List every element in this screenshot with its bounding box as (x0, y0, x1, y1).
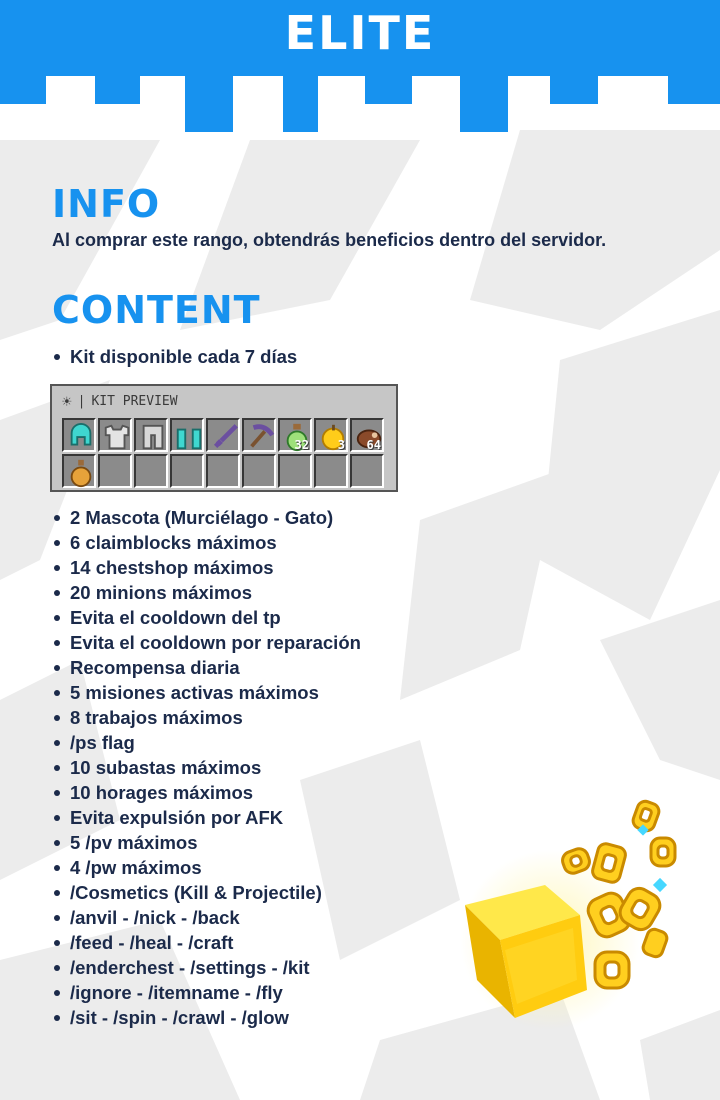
kit-slot (314, 418, 348, 452)
list-item: Recompensa diaria (52, 655, 361, 680)
list-item: 20 minions máximos (52, 580, 361, 605)
kit-slot (278, 418, 312, 452)
item-count: 3 (337, 438, 345, 452)
kit-slot (242, 454, 276, 488)
kit-slot (170, 418, 204, 452)
list-item: 10 horages máximos (52, 780, 361, 805)
list-item: Kit disponible cada 7 días (52, 344, 297, 369)
content-heading: CONTENT (52, 288, 261, 332)
kit-slot (98, 418, 132, 452)
kit-slot (98, 454, 132, 488)
list-item: Evita el cooldown del tp (52, 605, 361, 630)
kit-slot (206, 454, 240, 488)
list-item: /ps flag (52, 730, 361, 755)
kit-slot (242, 418, 276, 452)
item-count: 64 (366, 438, 381, 452)
list-item: 4 /pw máximos (52, 855, 361, 880)
list-item: 14 chestshop máximos (52, 555, 361, 580)
content-list (52, 505, 361, 1030)
kit-slot (134, 454, 168, 488)
list-item: 5 /pv máximos (52, 830, 361, 855)
list-item: 5 misiones activas máximos (52, 680, 361, 705)
kit-slot (350, 418, 384, 452)
gold-block-with-coins-icon (455, 790, 695, 1030)
list-item: 6 claimblocks máximos (52, 530, 361, 555)
kit-slot (350, 454, 384, 488)
list-item: Evita el cooldown por reparación (52, 630, 361, 655)
info-heading: INFO (52, 182, 161, 226)
content-list-top (52, 344, 297, 369)
kit-slot (206, 418, 240, 452)
kit-slot (62, 418, 96, 452)
item-count: 32 (294, 438, 309, 452)
list-item: /anvil - /nick - /back (52, 905, 361, 930)
kit-preview-label: KIT PREVIEW (91, 393, 178, 409)
list-item: /sit - /spin - /crawl - /glow (52, 1005, 361, 1030)
list-item: /ignore - /itemname - /fly (52, 980, 361, 1005)
list-item: 2 Mascota (Murciélago - Gato) (52, 505, 361, 530)
info-description: Al comprar este rango, obtendrás beneficios dentro del servidor. (52, 230, 607, 250)
sun-icon: ☀ (62, 391, 72, 411)
list-item: /enderchest - /settings - /kit (52, 955, 361, 980)
list-item: /feed - /heal - /craft (52, 930, 361, 955)
kit-preview-header: ☀ | KIT PREVIEW (62, 391, 178, 411)
page-title: ELITE (284, 6, 436, 60)
kit-slot (62, 454, 96, 488)
kit-slot (134, 418, 168, 452)
list-item: Evita expulsión por AFK (52, 805, 361, 830)
kit-preview-panel (50, 384, 398, 492)
kit-slot (170, 454, 204, 488)
list-item: 10 subastas máximos (52, 755, 361, 780)
list-item: /Cosmetics (Kill & Projectile) (52, 880, 361, 905)
kit-slot (278, 454, 312, 488)
kit-slot (314, 454, 348, 488)
list-item: 8 trabajos máximos (52, 705, 361, 730)
